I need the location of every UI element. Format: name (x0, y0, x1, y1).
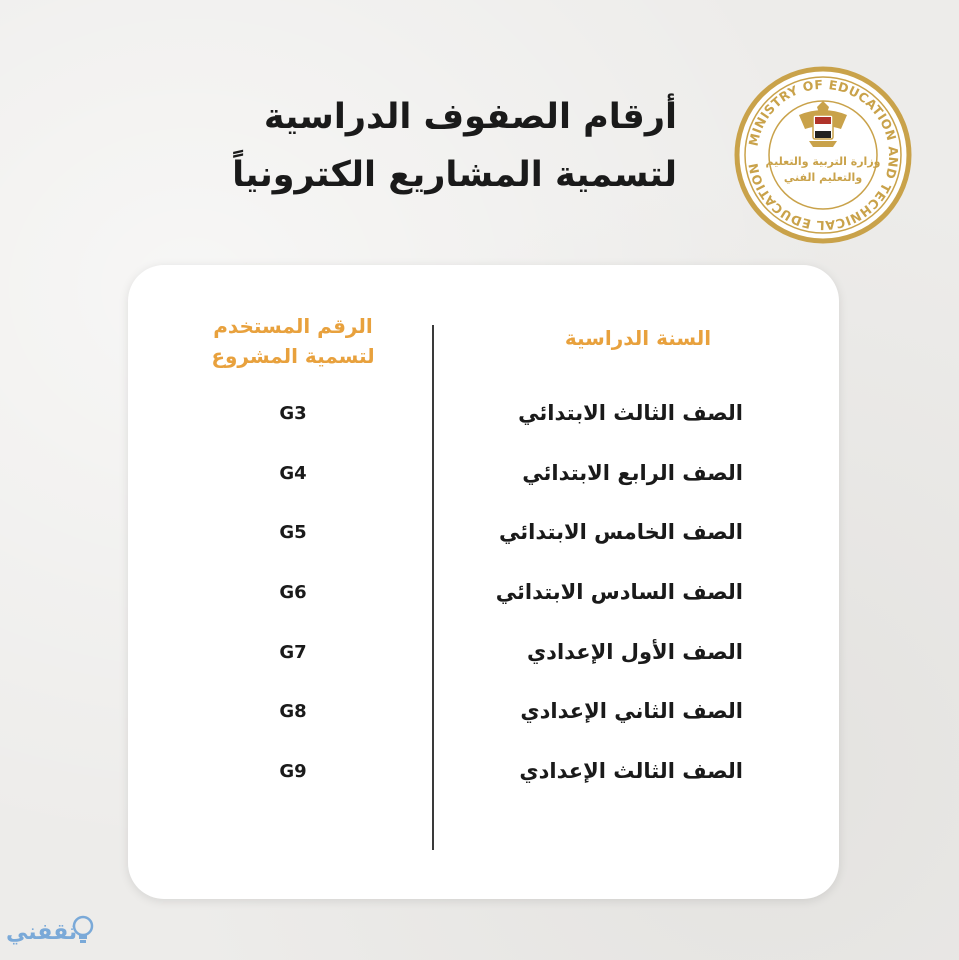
table-row (128, 759, 839, 819)
grade-name: الصف الرابع الابتدائي (522, 460, 743, 485)
grade-code: G3 (279, 403, 307, 424)
table-row (128, 520, 839, 580)
table-row (128, 461, 839, 521)
grades-table-card (128, 265, 839, 899)
ministry-seal-logo (733, 65, 913, 245)
grade-name: الصف الخامس الابتدائي (499, 520, 743, 545)
title-line-2: لتسمية المشاريع الكترونياً (232, 155, 677, 195)
header-code-line-2: لتسمية المشروع (211, 344, 375, 368)
table-rows (128, 401, 839, 819)
table-row (128, 401, 839, 461)
grade-name: الصف السادس الابتدائي (495, 580, 743, 605)
grade-name: الصف الثالث الإعدادي (519, 759, 743, 784)
page-title (232, 88, 677, 204)
grade-code: G7 (279, 641, 307, 663)
header-academic-year: السنة الدراسية (564, 326, 712, 350)
grade-code: G5 (279, 522, 307, 544)
lightbulb-icon (72, 914, 94, 948)
grade-code: G4 (279, 462, 307, 484)
grade-name: الصف الثاني الإعدادي (520, 699, 743, 724)
svg-text:والتعليم الفني: والتعليم الفني (783, 171, 863, 184)
grade-name: الصف الأول الإعدادي (526, 639, 743, 664)
header-code-line-1: الرقم المستخدم (213, 314, 373, 338)
grade-code: G6 (279, 582, 307, 604)
grade-code: G9 (279, 761, 307, 783)
grade-code: G8 (279, 701, 307, 723)
table-row (128, 640, 839, 700)
svg-text:MINISTRY OF EDUCATION AND TECH: MINISTRY OF EDUCATION AND TECHNICAL EDUCATION (745, 76, 902, 234)
watermark-text: ثقفني (6, 920, 78, 945)
title-line-1: أرقام الصفوف الدراسية (263, 97, 677, 137)
header-project-code (168, 311, 418, 371)
svg-text:وزارة التربية والتعليم: وزارة التربية والتعليم (765, 155, 881, 168)
table-row (128, 699, 839, 759)
grade-name: الصف الثالث الابتدائي (518, 401, 743, 425)
watermark-logo (6, 912, 98, 956)
table-row (128, 580, 839, 640)
